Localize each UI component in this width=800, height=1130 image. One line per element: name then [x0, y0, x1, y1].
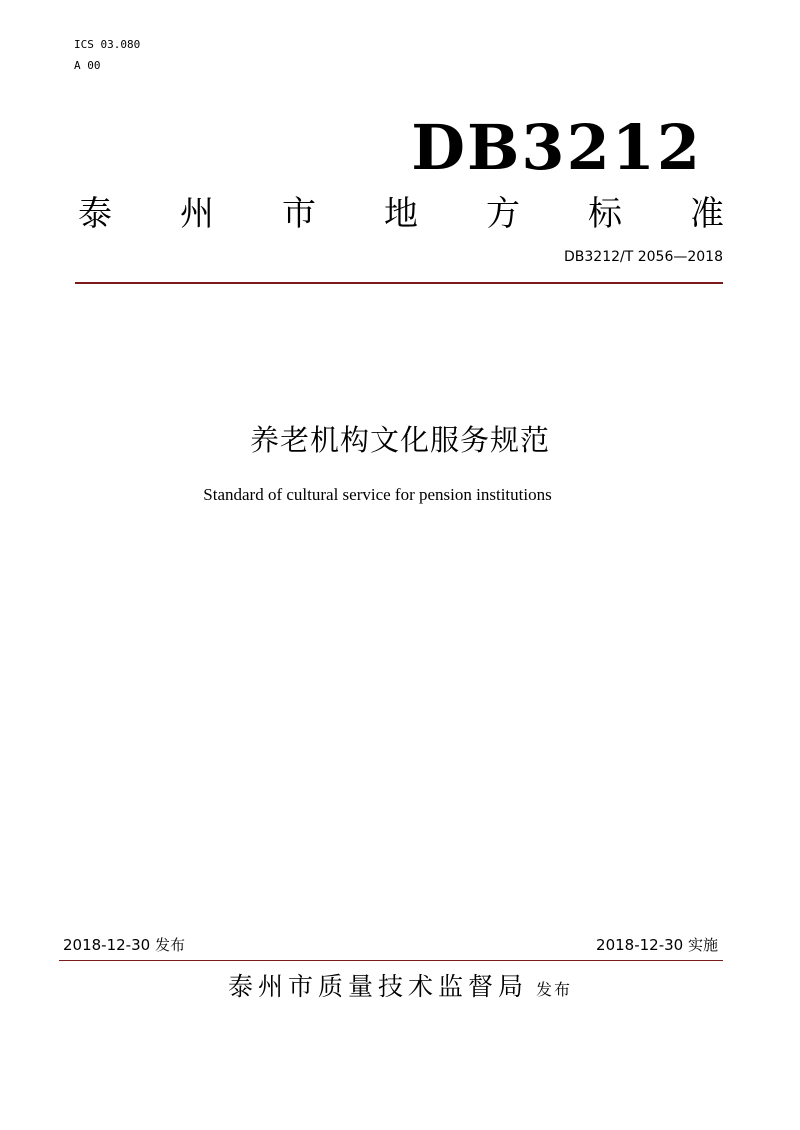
- footer-divider: [59, 960, 723, 961]
- standard-type-char: 方: [486, 194, 520, 234]
- standard-number: DB3212/T 2056—2018: [564, 249, 723, 265]
- implementation-date: 2018-12-30 实施: [596, 936, 718, 954]
- issue-date: 2018-12-30 发布: [63, 936, 185, 954]
- document-title-english: Standard of cultural service for pension institutions: [203, 485, 552, 504]
- issuer-name: 泰州市质量技术监督局: [227, 972, 528, 1001]
- document-title-chinese: 养老机构文化服务规范: [249, 423, 550, 457]
- standard-type-char: 准: [690, 194, 724, 234]
- standard-type-heading: [78, 192, 724, 236]
- ccs-code: A 00: [74, 59, 101, 72]
- standard-type-char: 标: [588, 194, 622, 234]
- standard-code-mark: DB3212: [411, 111, 702, 184]
- issuer-suffix: 发布: [536, 980, 573, 999]
- standard-type-char: 市: [282, 194, 316, 234]
- standard-type-char: 地: [384, 194, 418, 234]
- standard-type-char: 州: [180, 194, 214, 234]
- ics-code: ICS 03.080: [74, 38, 141, 51]
- standard-type-char: 泰: [78, 194, 112, 234]
- issuer-line: [0, 968, 800, 1009]
- header-divider: [75, 282, 723, 284]
